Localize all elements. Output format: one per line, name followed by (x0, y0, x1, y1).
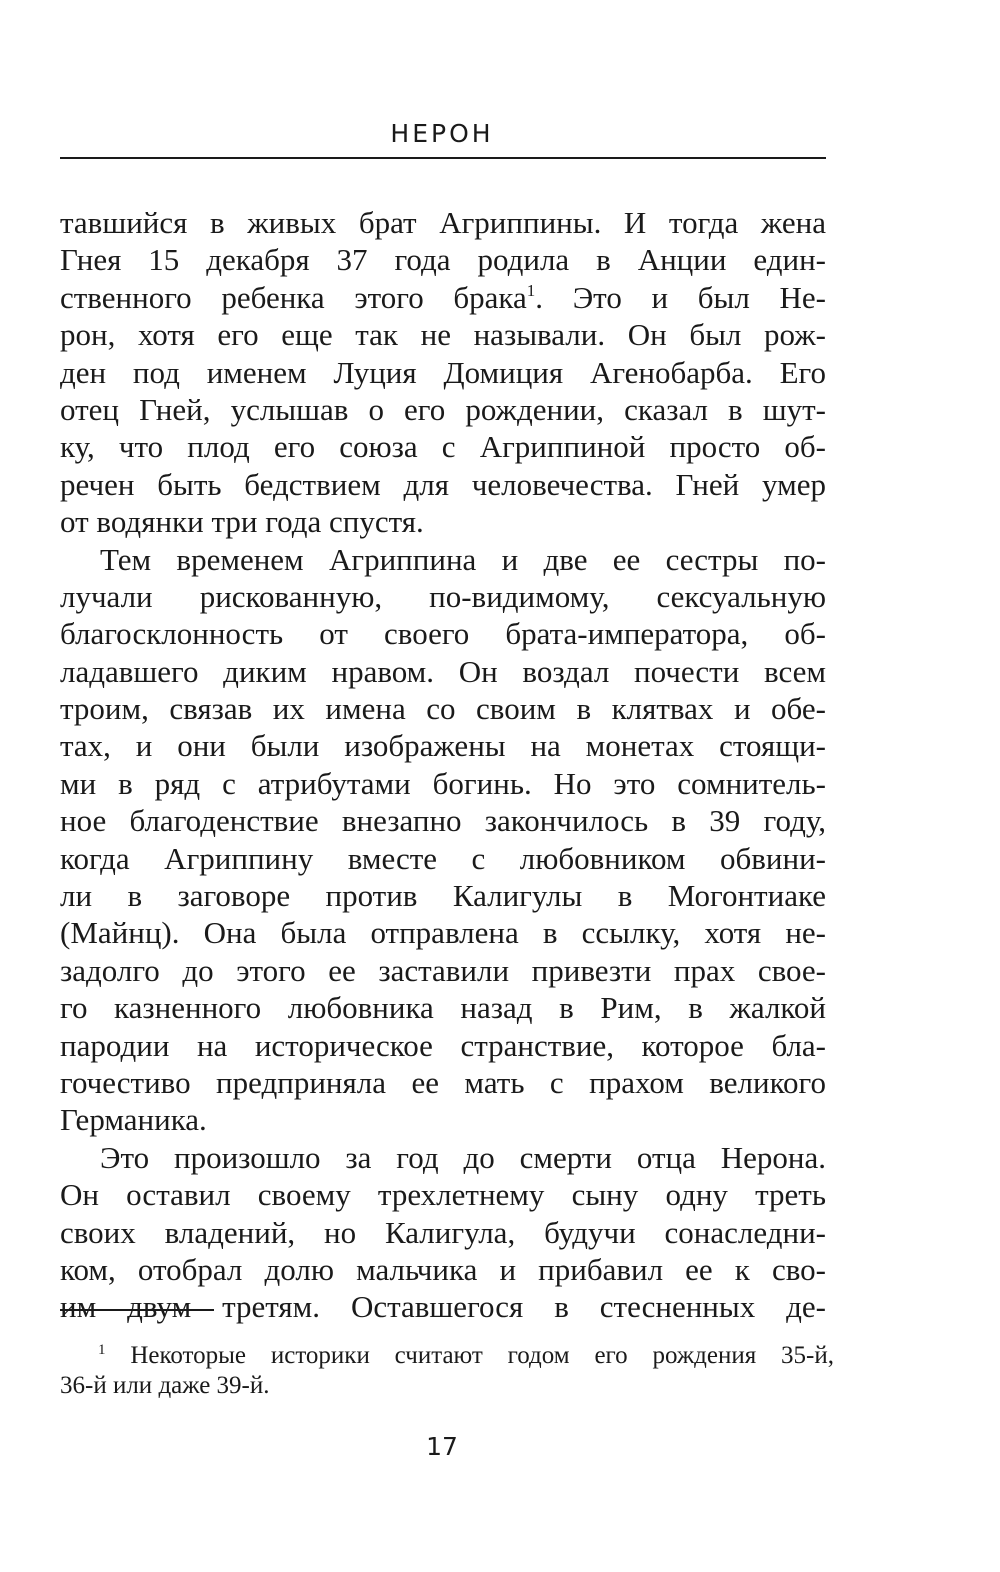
page-number: 17 (426, 1432, 458, 1461)
text-line: го казненного любовника назад в Рим, в жалкой (60, 990, 826, 1026)
header-rule (60, 157, 826, 159)
paragraph-1 (60, 204, 826, 541)
text-line: задолго до этого ее заставили привезти прах свое- (60, 952, 826, 988)
text-line-with-footnote-ref (60, 279, 826, 316)
footnote-reference: 1 (526, 280, 536, 300)
paragraph-2 (60, 541, 826, 1139)
footnote-text: Некоторые историки считают годом его рождения 35-й, (130, 1342, 835, 1369)
text-line: Он оставил своему трехлетнему сыну одну треть (60, 1177, 826, 1213)
text-line: ден под именем Луция Домиция Агенобарба. Его (60, 354, 826, 390)
text-segment: . Это и был Не- (535, 279, 826, 315)
footnote-mark: 1 (98, 1342, 106, 1358)
text-line: ладавшего диким нравом. Он воздал почести всем (60, 653, 826, 689)
text-line: речен быть бедствием для человечества. Гней умер (60, 466, 826, 502)
text-line: когда Агриппину вместе с любовником обвини- (60, 840, 826, 876)
paragraph-3 (60, 1139, 826, 1326)
text-line: ку, что плод его союза с Агриппиной просто об- (60, 429, 826, 465)
footnote-rule (60, 1309, 214, 1311)
text-line: ми в ряд с атрибутами богинь. Но это сомнитель- (60, 765, 826, 801)
text-line: (Майнц). Она была отправлена в ссылку, хотя не- (60, 915, 826, 951)
text-line: троим, связав их имена со своим в клятвах и обе- (60, 691, 826, 727)
text-line: им двум третям. Оставшегося в стесненных де- (60, 1289, 826, 1325)
text-line: ли в заговоре против Калигулы в Могонтиаке (60, 878, 826, 914)
body-text (60, 204, 826, 1326)
text-line: тах, и они были изображены на монетах стоящи- (60, 728, 826, 764)
text-line: Это произошло за год до смерти отца Нерона. (100, 1139, 826, 1175)
text-line: благосклонность от своего брата-императора, об- (60, 616, 826, 652)
text-line: тавшийся в живых брат Агриппины. И тогда жена (60, 205, 826, 240)
text-line: отец Гней, услышав о его рождении, сказал в шут- (60, 391, 826, 427)
text-line: гочестиво предприняла ее мать с прахом великого (60, 1064, 826, 1100)
text-line: ное благоденствие внезапно закончилось в 39 году, (60, 803, 826, 839)
footnote-line (60, 1341, 834, 1371)
running-head: НЕРОН (390, 119, 494, 148)
text-line: рон, хотя его еще так не называли. Он был рож- (60, 317, 826, 353)
text-segment: ственного ребенка этого брака (60, 279, 527, 315)
text-line: своих владений, но Калигула, будучи сонаследни- (60, 1214, 826, 1250)
text-line: Тем временем Агриппина и две ее сестры по- (100, 541, 826, 577)
text-line: лучали рискованную, по-видимому, сексуальную (60, 578, 826, 614)
text-line: Гнея 15 декабря 37 года родила в Анции един- (60, 242, 826, 278)
footnote-line: 36-й или даже 39-й. (60, 1372, 270, 1399)
text-line: пародии на историческое странствие, которое бла- (60, 1027, 826, 1063)
text-line: от водянки три года спустя. (60, 504, 424, 540)
footnote (60, 1341, 834, 1401)
text-line: Германика. (60, 1102, 207, 1138)
text-line: ком, отобрал долю мальчика и прибавил ее к сво- (60, 1251, 826, 1287)
